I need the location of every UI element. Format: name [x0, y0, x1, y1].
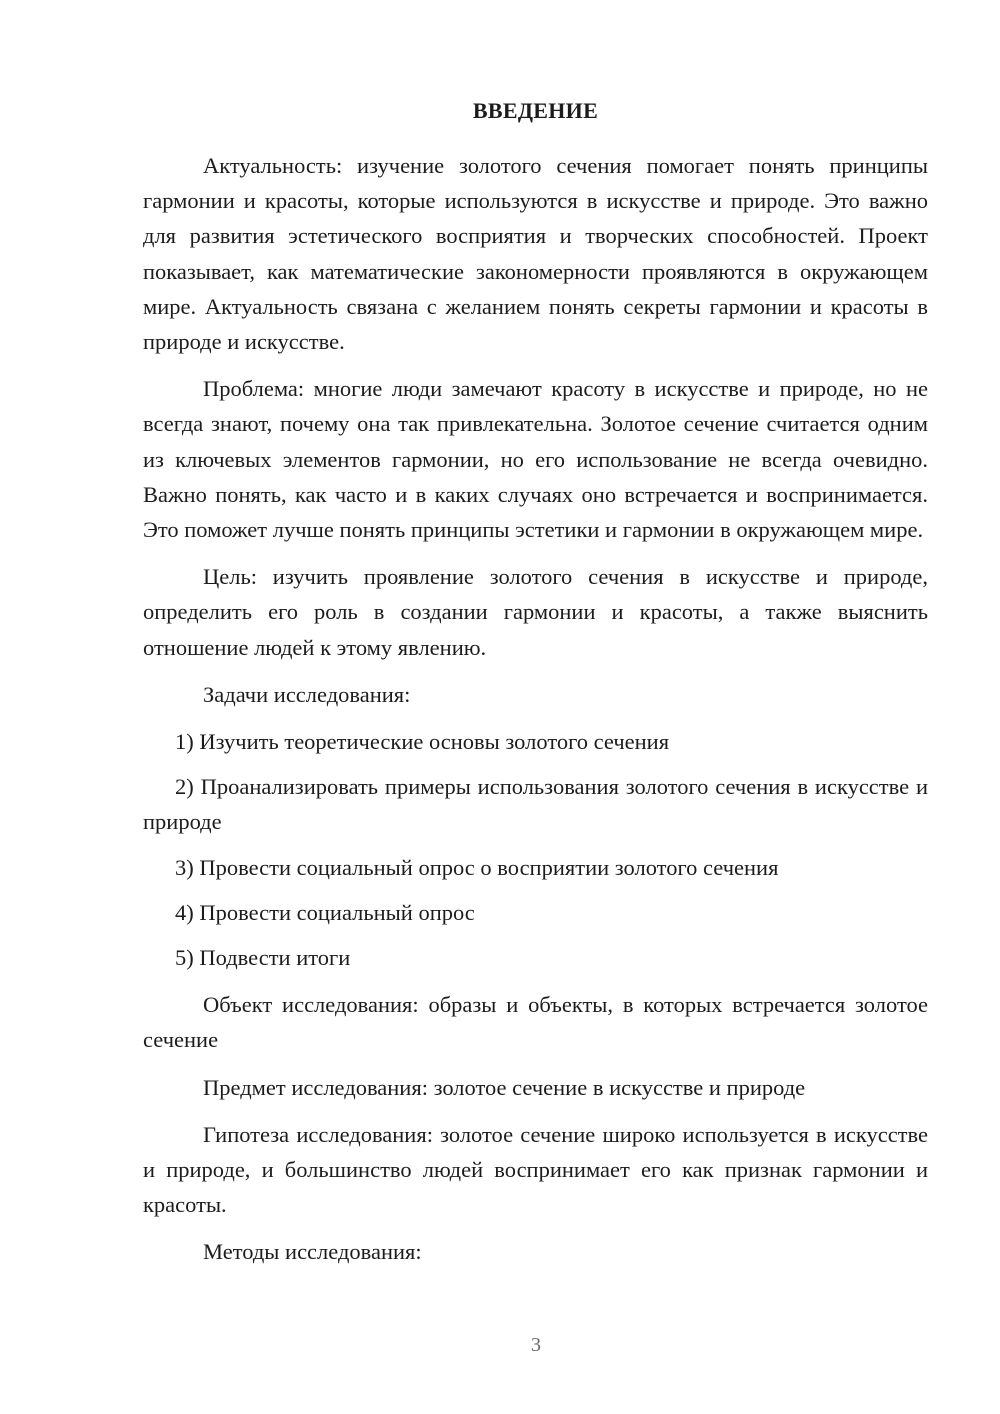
section-title: ВВЕДЕНИЕ — [472, 98, 599, 123]
paragraph-subject: Предмет исследования: золотое сечение в искусстве и природе — [203, 1074, 806, 1100]
paragraph-problem: Проблема: многие люди замечают красоту в искусстве и природе, но не всегда знают, почему она так привлекательна. Золотое сечение считается одним из ключевых элементов гармонии, но его использование не всегда очевидно. Важно понять, как часто и в каких случаях оно встречается и воспринимается. Это поможет лучше понять принципы эстетики и гармонии в окружающем мире. — [143, 376, 928, 543]
task-item-1: 1) Изучить теоретические основы золотого сечения — [175, 729, 670, 755]
tasks-heading: Задачи исследования: — [203, 681, 411, 707]
paragraph-goal: Цель: изучить проявление золотого сечения в искусстве и природе, определить его роль в создании гармонии и красоты, а также выяснить отношение людей к этому явлению. — [143, 564, 928, 660]
task-item-3: 3) Провести социальный опрос о восприятии золотого сечения — [175, 854, 779, 880]
paragraph-relevance: Актуальность: изучение золотого сечения помогает понять принципы гармонии и красоты, которые используются в искусстве и природе. Это важно для развития эстетического восприятия и творческих способностей. Проект показывает, как математические закономерности проявляются в окружающем мире. Актуальность связана с желанием понять секреты гармонии и красоты в природе и искусстве. — [143, 153, 928, 355]
task-item-4: 4) Провести социальный опрос — [175, 899, 475, 925]
methods-heading: Методы исследования: — [203, 1239, 422, 1265]
document-page — [143, 95, 928, 1270]
paragraph-hypothesis: Гипотеза исследования: золотое сечение широко используется в искусстве и природе, и большинство людей воспринимает его как признак гармонии и красоты. — [143, 1121, 928, 1218]
paragraph-object: Объект исследования: образы и объекты, в которых встречается золотое сечение — [143, 992, 928, 1053]
task-item-5: 5) Подвести итоги — [175, 945, 351, 971]
task-item-2: 2) Проанализировать примеры использования золотого сечения в искусстве и природе — [143, 774, 928, 835]
page-number: 3 — [531, 1334, 541, 1356]
